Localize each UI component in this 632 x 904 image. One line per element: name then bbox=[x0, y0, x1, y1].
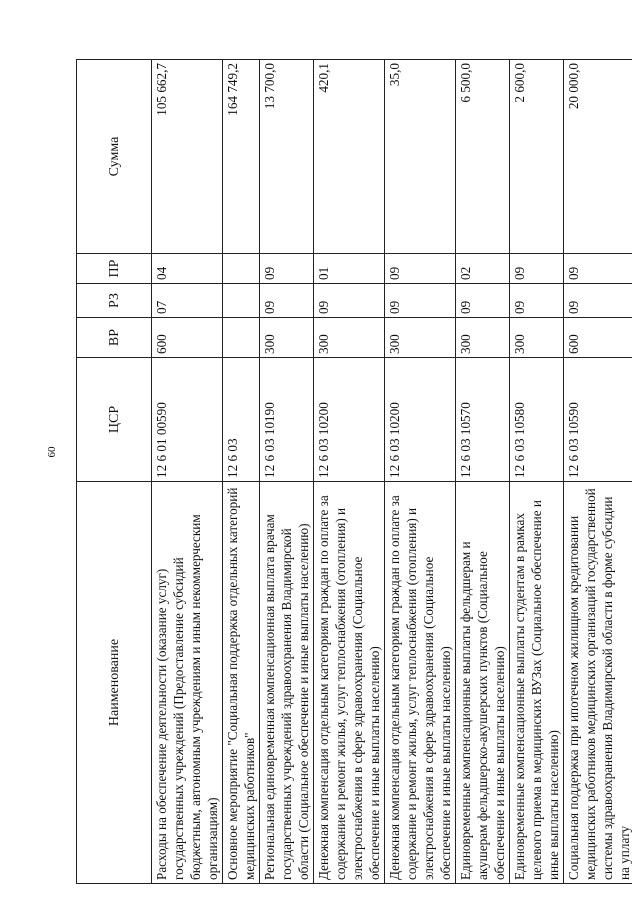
cell-rz: 07 bbox=[152, 284, 223, 318]
cell-vr bbox=[223, 318, 260, 358]
cell-rz: 09 bbox=[385, 284, 456, 318]
cell-csr: 12 6 03 10580 bbox=[510, 358, 564, 482]
table-row bbox=[152, 60, 223, 884]
header-sum: Сумма bbox=[77, 60, 152, 254]
header-csr: ЦСР bbox=[77, 358, 152, 482]
cell-name: Единовременные компенсационные выплаты фельдшерам и акушерам фельдшерско-акушерских пунктов (Социальное обеспечение и иные выплаты населению) bbox=[456, 482, 510, 884]
cell-rz: 09 bbox=[314, 284, 385, 318]
table-row bbox=[223, 60, 260, 884]
cell-sum: 2 600,0 bbox=[510, 60, 564, 254]
cell-vr: 300 bbox=[314, 318, 385, 358]
cell-vr: 300 bbox=[260, 318, 314, 358]
table-row bbox=[385, 60, 456, 884]
cell-name: Социальная поддержка при ипотечном жилищном кредитовании медицинских работников медицинских организаций государственной системы здравоохранения Владимирской области в форме субсидии на уплату bbox=[564, 482, 632, 884]
cell-rz: 09 bbox=[510, 284, 564, 318]
table-row bbox=[456, 60, 510, 884]
cell-pr: 04 bbox=[152, 254, 223, 284]
cell-rz: 09 bbox=[456, 284, 510, 318]
cell-pr: 09 bbox=[260, 254, 314, 284]
cell-csr: 12 6 03 10190 bbox=[260, 358, 314, 482]
cell-sum: 35,0 bbox=[385, 60, 456, 254]
cell-name: Основное мероприятие "Социальная поддержка отдельных категорий медицинских работников" bbox=[223, 482, 260, 884]
cell-name: Денежная компенсация отдельным категориям граждан по оплате за содержание и ремонт жилья, услуг теплоснабжения (отопления) и электроснабжения в сфере здравоохранения (Социальное обеспечение и иные выплаты населению) bbox=[385, 482, 456, 884]
cell-sum: 420,1 bbox=[314, 60, 385, 254]
cell-name: Единовременные компенсационные выплаты студентам в рамках целевого приема в медицинских ВУЗах (Социальное обеспечение и иные выплаты населению) bbox=[510, 482, 564, 884]
table-header-row bbox=[77, 60, 152, 884]
cell-csr: 12 6 03 bbox=[223, 358, 260, 482]
table-row bbox=[260, 60, 314, 884]
table-row bbox=[564, 60, 632, 884]
cell-vr: 300 bbox=[510, 318, 564, 358]
cell-sum: 105 662,7 bbox=[152, 60, 223, 254]
cell-rz: 09 bbox=[564, 284, 632, 318]
cell-sum: 6 500,0 bbox=[456, 60, 510, 254]
header-pr: ПР bbox=[77, 254, 152, 284]
cell-rz: 09 bbox=[260, 284, 314, 318]
rotated-page-content bbox=[76, 60, 632, 884]
cell-pr: 01 bbox=[314, 254, 385, 284]
table-row bbox=[510, 60, 564, 884]
cell-name: Региональная единовременная компенсационная выплата врачам государственных учреждений здравоохранения Владимирской области (Социальное обеспечение и иные выплаты населению) bbox=[260, 482, 314, 884]
budget-table bbox=[76, 59, 632, 884]
cell-pr: 09 bbox=[385, 254, 456, 284]
cell-name: Денежная компенсация отдельным категориям граждан по оплате за содержание и ремонт жилья, услуг теплоснабжения (отопления) и электроснабжения в сфере здравоохранения (Социальное обеспечение и иные выплаты населению) bbox=[314, 482, 385, 884]
cell-vr: 300 bbox=[456, 318, 510, 358]
cell-vr: 600 bbox=[564, 318, 632, 358]
cell-csr: 12 6 03 10200 bbox=[314, 358, 385, 482]
header-rz: РЗ bbox=[77, 284, 152, 318]
cell-csr: 12 6 01 00590 bbox=[152, 358, 223, 482]
cell-rz bbox=[223, 284, 260, 318]
cell-pr: 09 bbox=[564, 254, 632, 284]
cell-sum: 164 749,2 bbox=[223, 60, 260, 254]
cell-pr bbox=[223, 254, 260, 284]
cell-vr: 600 bbox=[152, 318, 223, 358]
cell-sum: 13 700,0 bbox=[260, 60, 314, 254]
header-vr: ВР bbox=[77, 318, 152, 358]
table-row bbox=[314, 60, 385, 884]
cell-pr: 02 bbox=[456, 254, 510, 284]
cell-csr: 12 6 03 10590 bbox=[564, 358, 632, 482]
header-name: Наименование bbox=[77, 482, 152, 884]
cell-pr: 09 bbox=[510, 254, 564, 284]
cell-sum: 20 000,0 bbox=[564, 60, 632, 254]
cell-csr: 12 6 03 10570 bbox=[456, 358, 510, 482]
cell-name: Расходы на обеспечение деятельности (оказание услуг) государственных учреждений (Предоставление субсидий бюджетным, автономным учреждениям и иным некоммерческим организациям) bbox=[152, 482, 223, 884]
page-number: 60 bbox=[46, 446, 58, 458]
cell-vr: 300 bbox=[385, 318, 456, 358]
cell-csr: 12 6 03 10200 bbox=[385, 358, 456, 482]
